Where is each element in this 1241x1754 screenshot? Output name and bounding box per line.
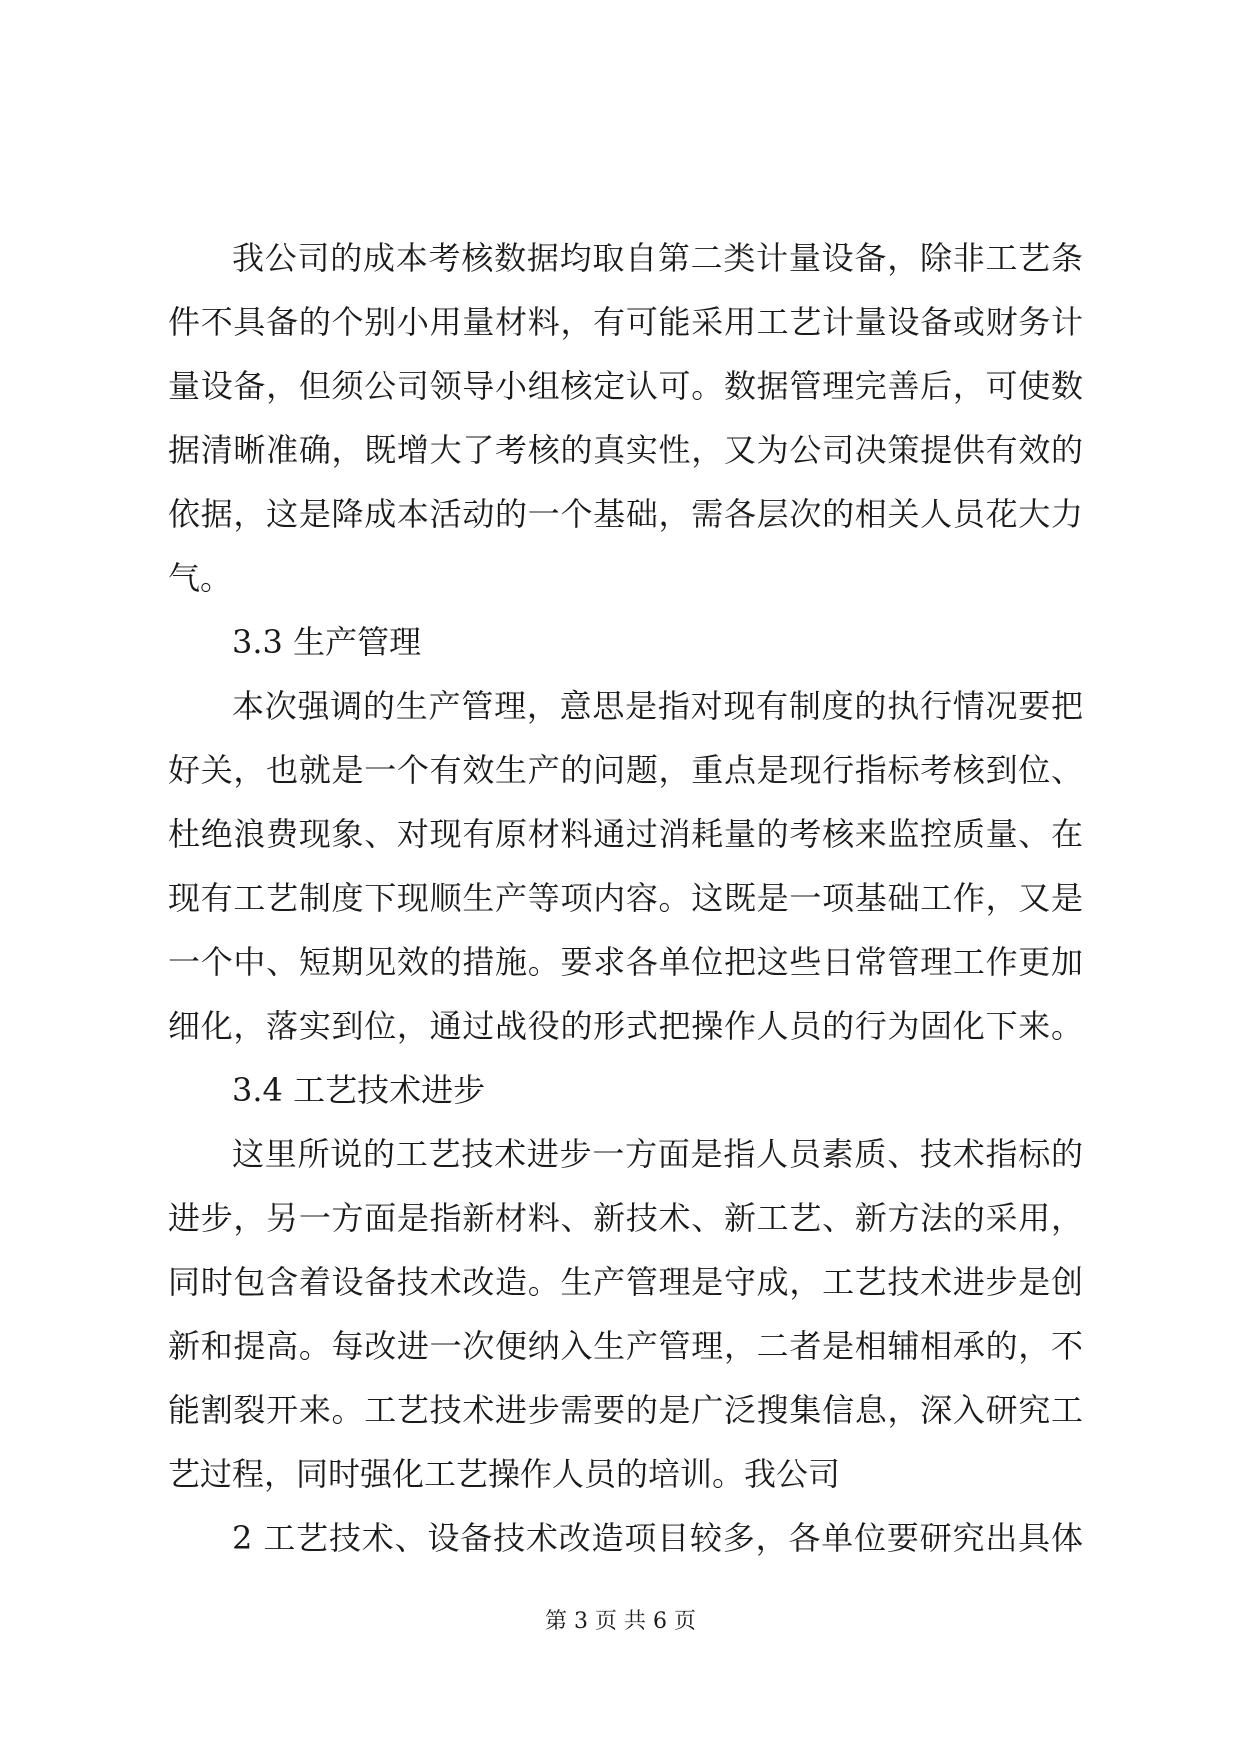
text-line: 本次强调的生产管理，意思是指对现有制度的执行情况要把 [232, 687, 1083, 725]
text-line: 同时包含着设备技术改造。生产管理是守成，工艺技术进步是创 [168, 1263, 1083, 1301]
text-line: 好关，也就是一个有效生产的问题，重点是现行指标考核到位、 [168, 751, 1083, 789]
section-heading: 3.3 生产管理 [232, 623, 422, 661]
text-line: 据清晰准确，既增大了考核的真实性，又为公司决策提供有效的 [168, 431, 1083, 469]
text-line: 2 工艺技术、设备技术改造项目较多，各单位要研究出具体 [232, 1519, 1083, 1557]
text-line: 依据，这是降成本活动的一个基础，需各层次的相关人员花大力 [168, 495, 1083, 533]
text-line: 件不具备的个别小用量材料，有可能采用工艺计量设备或财务计 [168, 303, 1083, 341]
page-number: 第 3 页 共 6 页 [545, 1609, 696, 1634]
section-heading: 3.4 工艺技术进步 [232, 1071, 486, 1109]
text-line: 进步，另一方面是指新材料、新技术、新工艺、新方法的采用， [168, 1199, 1083, 1237]
text-line: 气。 [168, 559, 233, 597]
text-line: 量设备，但须公司领导小组核定认可。数据管理完善后，可使数 [168, 367, 1083, 405]
text-line: 一个中、短期见效的措施。要求各单位把这些日常管理工作更加 [168, 943, 1083, 981]
text-line: 新和提高。每改进一次便纳入生产管理，二者是相辅相承的，不 [168, 1327, 1083, 1365]
text-line: 艺过程，同时强化工艺操作人员的培训。我公司 [168, 1455, 841, 1493]
document-body [168, 226, 1083, 1570]
text-line: 这里所说的工艺技术进步一方面是指人员素质、技术指标的 [232, 1135, 1083, 1173]
text-line: 细化，落实到位，通过战役的形式把操作人员的行为固化下来。 [168, 1007, 1083, 1045]
text-line: 能割裂开来。工艺技术进步需要的是广泛搜集信息，深入研究工 [168, 1391, 1083, 1429]
text-line: 现有工艺制度下现顺生产等项内容。这既是一项基础工作，又是 [168, 879, 1083, 917]
text-line: 杜绝浪费现象、对现有原材料通过消耗量的考核来监控质量、在 [168, 815, 1083, 853]
text-line: 我公司的成本考核数据均取自第二类计量设备，除非工艺条 [232, 239, 1083, 277]
